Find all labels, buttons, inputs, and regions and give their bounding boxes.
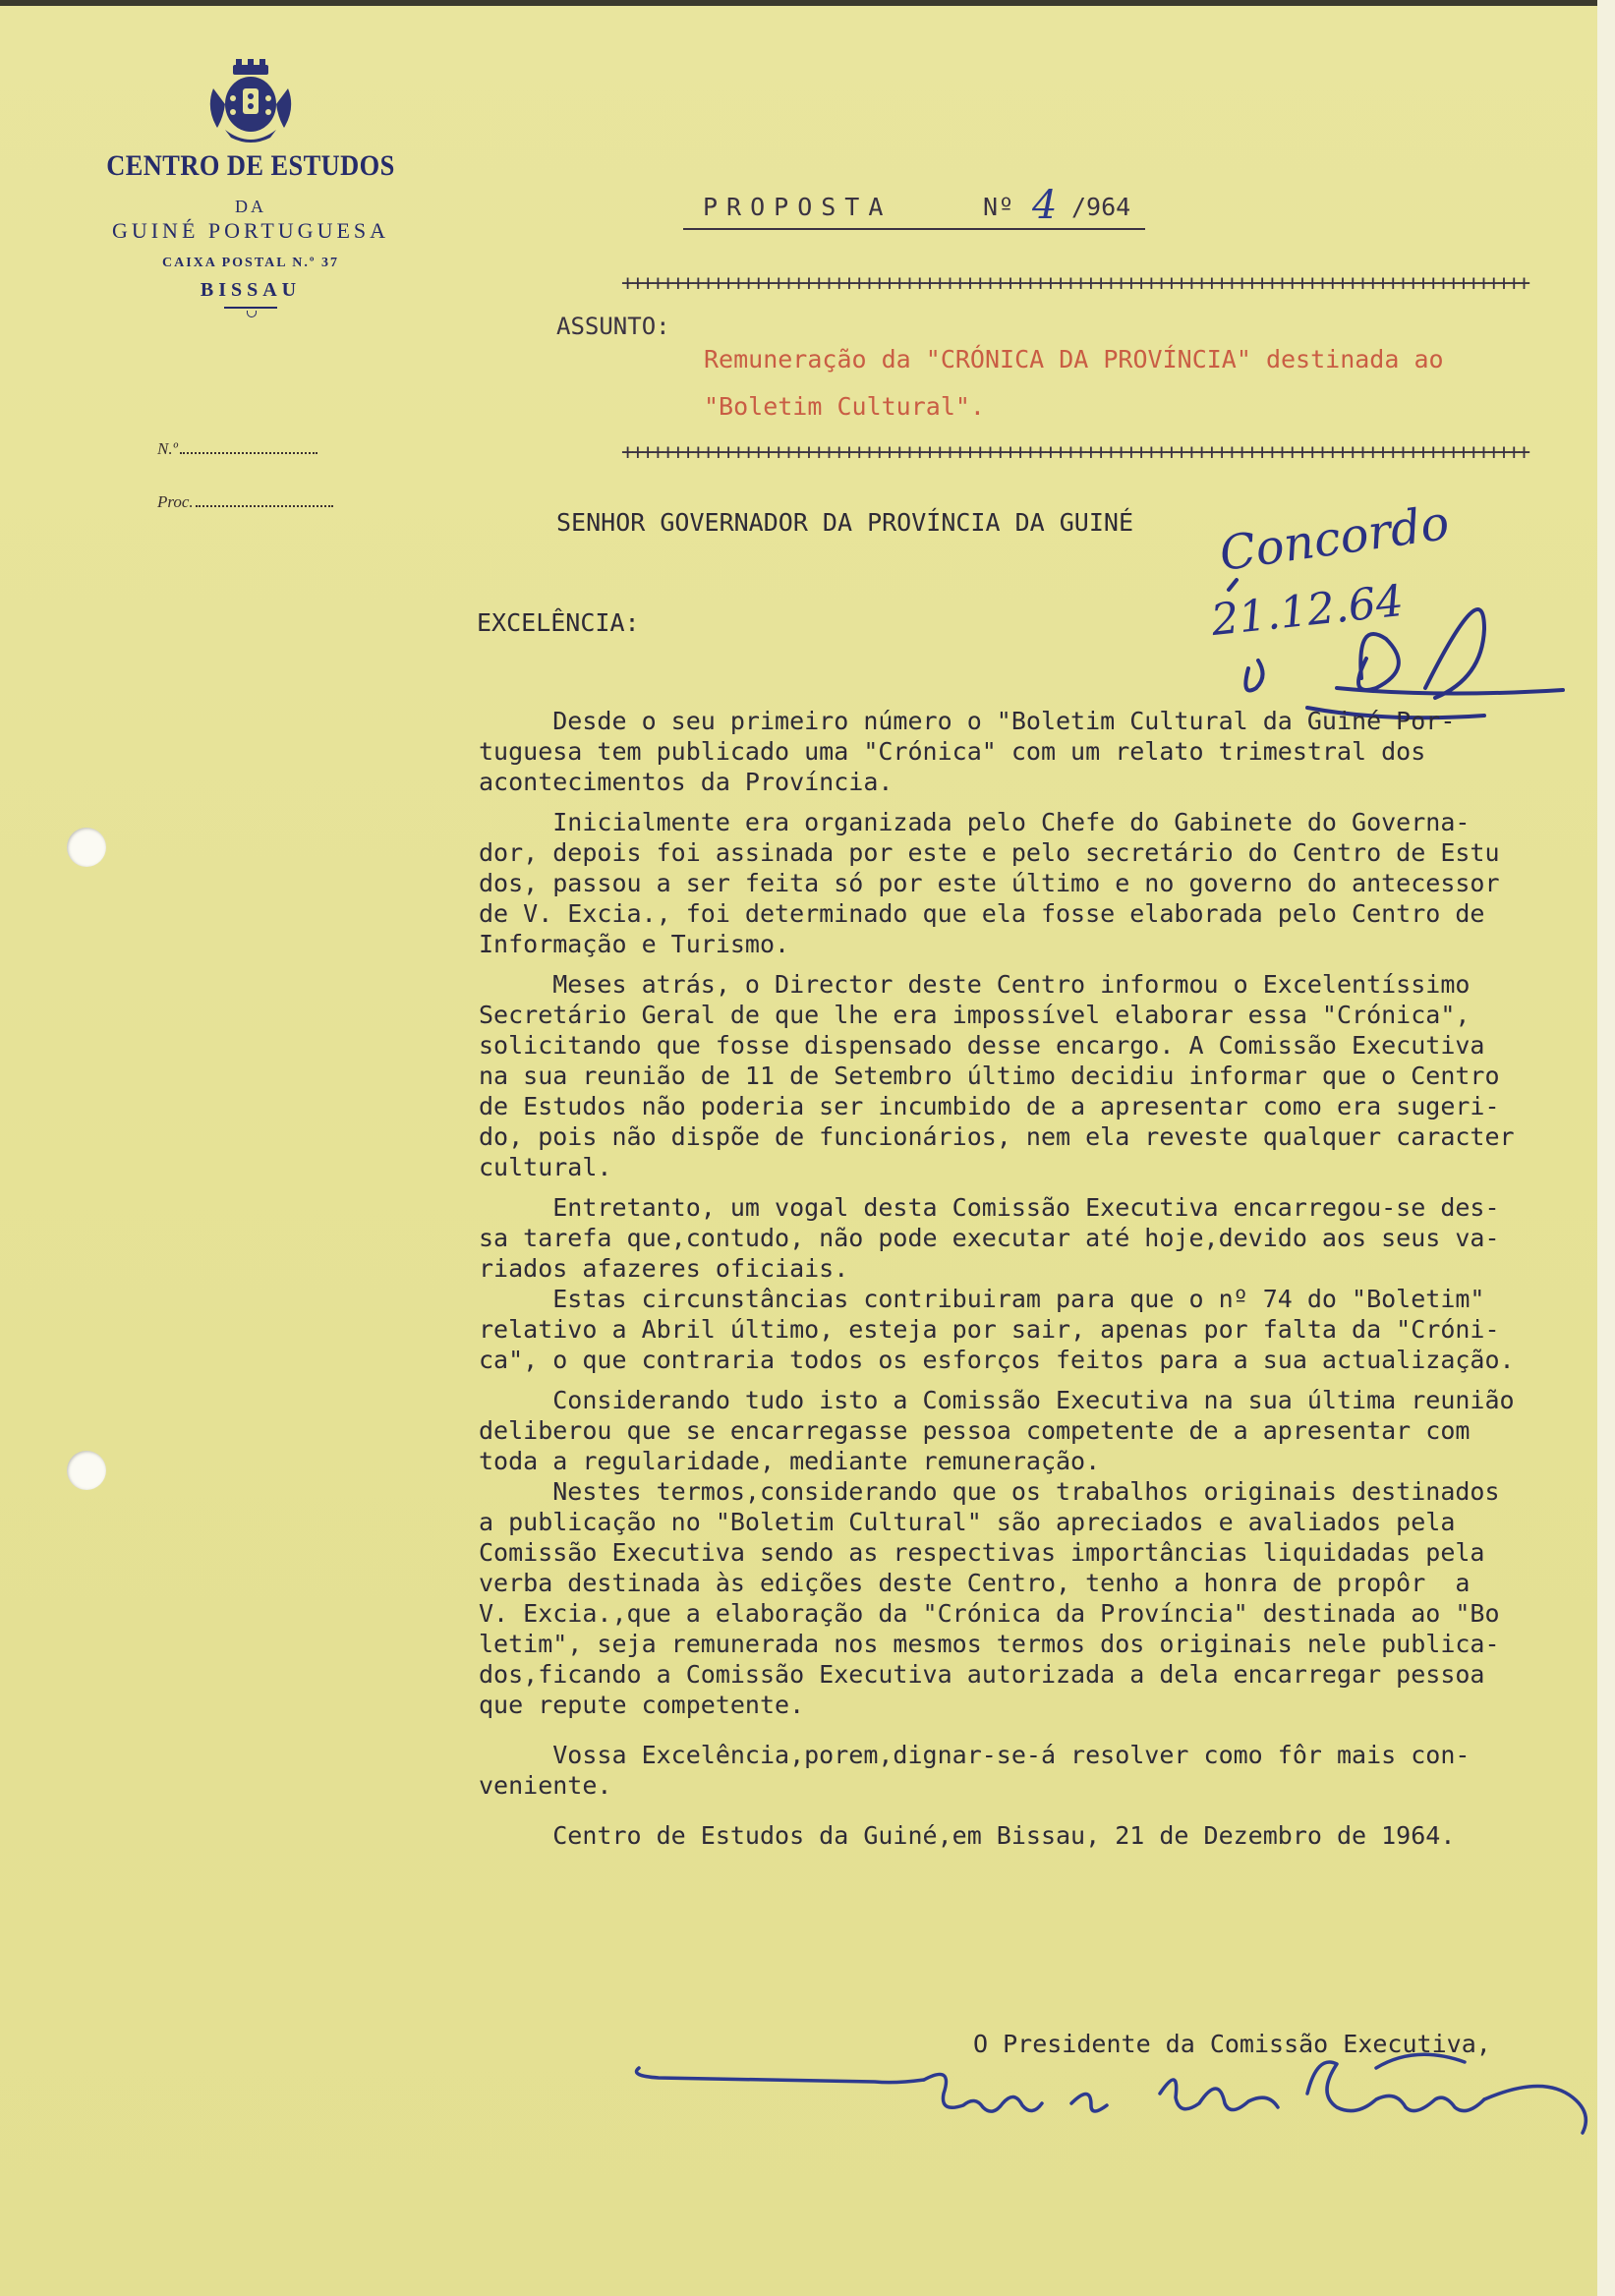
body-line: ca", o que contraria todos os esforços feitos para a sua actualização. bbox=[479, 1346, 1515, 1374]
paragraph-gap bbox=[479, 1375, 1609, 1385]
proposal-number-handwritten: 4 bbox=[1032, 183, 1058, 228]
body-line: V. Excia.,que a elaboração da "Crónica da Província" destinada ao "Bo bbox=[479, 1599, 1500, 1628]
proposal-underline bbox=[683, 228, 1145, 230]
top-edge bbox=[0, 0, 1615, 6]
body-line: letim", seja remunerada nos mesmos termos dos originais nele publica- bbox=[479, 1630, 1500, 1658]
body-line: a publicação no "Boletim Cultural" são apreciados e avaliados pela bbox=[479, 1508, 1456, 1536]
proposal-label: PROPOSTA bbox=[703, 193, 893, 221]
body-line: Comissão Executiva sendo as respectivas importâncias liquidadas pela bbox=[479, 1538, 1485, 1567]
body-line: toda a regularidade, mediante remuneração. bbox=[479, 1447, 1101, 1475]
paragraph-gap bbox=[479, 1810, 1609, 1820]
registry-proc bbox=[157, 491, 333, 512]
body-line: Vossa Excelência,porem,dignar-se-á resolver como fôr mais con- bbox=[479, 1741, 1471, 1769]
paragraph-gap bbox=[479, 959, 1609, 969]
closing-line: O Presidente da Comissão Executiva, bbox=[973, 2030, 1491, 2058]
body-line: riados afazeres oficiais. bbox=[479, 1254, 849, 1283]
body-line: Desde o seu primeiro número o "Boletim Cultural da Guiné Por- bbox=[479, 707, 1456, 735]
registry-proc-label: Proc. bbox=[157, 492, 194, 511]
body-line: verba destinada às edições deste Centro, tenho a honra de propôr a bbox=[479, 1569, 1471, 1597]
paragraph-gap bbox=[479, 1182, 1609, 1192]
body-line: veniente. bbox=[479, 1771, 612, 1800]
body-line: solicitando que fosse dispensado desse encargo. A Comissão Executiva bbox=[479, 1031, 1485, 1060]
letterhead-postal: CAIXA POSTAL N.º 37 bbox=[161, 256, 340, 270]
body-line: dos,ficando a Comissão Executiva autorizada a dela encarregar pessoa bbox=[479, 1660, 1485, 1689]
letterhead-rule bbox=[224, 307, 277, 309]
body-line: Inicialmente era organizada pelo Chefe do Gabinete do Governa- bbox=[479, 808, 1471, 836]
body-line: dos, passou a ser feita só por este último e no governo do antecessor bbox=[479, 869, 1500, 897]
coat-of-arms-icon bbox=[203, 59, 298, 147]
salutation: EXCELÊNCIA: bbox=[477, 608, 640, 637]
body-line: Informação e Turismo. bbox=[479, 930, 790, 958]
letterhead-ornament bbox=[247, 311, 257, 317]
body-line: Centro de Estudos da Guiné,em Bissau, 21 de Dezembro de 1964. bbox=[479, 1821, 1456, 1850]
paragraph-gap bbox=[479, 797, 1609, 807]
body-line: Estas circunstâncias contribuiram para que o nº 74 do "Boletim" bbox=[479, 1285, 1485, 1313]
proposal-number-prefix: Nº bbox=[983, 193, 1015, 221]
cross-rule-bottom: ++++++++++++++++++++++++++++++++++++++++++++++++++++++++++++++++++++++++++++++++++++++++++ bbox=[621, 440, 1528, 465]
addressee: SENHOR GOVERNADOR DA PROVÍNCIA DA GUINÉ bbox=[556, 508, 1133, 537]
registry-number-label: N.º bbox=[157, 439, 178, 458]
body-line: relativo a Abril último, esteja por sair, apenas por falta da "Cróni- bbox=[479, 1315, 1500, 1344]
cross-rule-top: ++++++++++++++++++++++++++++++++++++++++++++++++++++++++++++++++++++++++++++++++++++++++++ bbox=[621, 271, 1528, 296]
body-line: Considerando tudo isto a Comissão Executiva na sua última reunião bbox=[479, 1386, 1515, 1414]
body-line: que repute competente. bbox=[479, 1691, 805, 1719]
subject-text: Remuneração da "CRÓNICA DA PROVÍNCIA" destinada ao "Boletim Cultural". bbox=[704, 345, 1444, 421]
president-signature bbox=[629, 2035, 1602, 2152]
body-line: Secretário Geral de que lhe era impossível elaborar essa "Crónica", bbox=[479, 1001, 1471, 1029]
body-line: tuguesa tem publicado uma "Crónica" com um relato trimestral dos bbox=[479, 737, 1426, 766]
body-line: deliberou que se encarregasse pessoa competente de a apresentar com bbox=[479, 1416, 1471, 1445]
approval-note: Concordo bbox=[1216, 494, 1453, 583]
letterhead-city: BISSAU bbox=[200, 279, 302, 301]
paragraph-gap bbox=[479, 1801, 1609, 1810]
body-line: Meses atrás, o Director deste Centro informou o Excelentíssimo bbox=[479, 970, 1471, 999]
letterhead-da: DA bbox=[235, 197, 266, 216]
body-line: cultural. bbox=[479, 1153, 612, 1181]
letterhead-subtitle: GUINÉ PORTUGUESA bbox=[111, 218, 390, 243]
body-line: de V. Excia., foi determinado que ela fosse elaborada pelo Centro de bbox=[479, 899, 1485, 928]
body-line: Entretanto, um vogal desta Comissão Executiva encarregou-se des- bbox=[479, 1193, 1500, 1222]
letterhead-title: CENTRO DE ESTUDOS bbox=[106, 149, 395, 182]
subject-label: ASSUNTO: bbox=[556, 313, 670, 340]
approval-date: 21.12.64 bbox=[1208, 575, 1407, 647]
body-line: na sua reunião de 11 de Setembro último decidiu informar que o Centro bbox=[479, 1062, 1500, 1090]
body-line: de Estudos não poderia ser incumbido de a apresentar como era sugeri- bbox=[479, 1092, 1500, 1120]
approval-signature-graphic bbox=[1189, 550, 1583, 727]
paragraph-gap bbox=[479, 1720, 1609, 1730]
body-line: acontecimentos da Província. bbox=[479, 768, 894, 796]
registry-number bbox=[157, 438, 317, 459]
body-line: dor, depois foi assinada por este e pelo secretário do Centro de Estu bbox=[479, 838, 1500, 867]
punch-hole bbox=[67, 828, 106, 867]
body-line: Nestes termos,considerando que os trabalhos originais destinados bbox=[479, 1477, 1500, 1506]
letter-body bbox=[479, 706, 1609, 1851]
paragraph-gap bbox=[479, 1730, 1609, 1740]
punch-hole bbox=[67, 1451, 106, 1490]
body-line: do, pois não dispõe de funcionários, nem ela reveste qualquer caracter bbox=[479, 1122, 1515, 1151]
body-line: sa tarefa que,contudo, não pode executar até hoje,devido aos seus va- bbox=[479, 1224, 1500, 1252]
proposal-year: /964 bbox=[1071, 193, 1131, 221]
